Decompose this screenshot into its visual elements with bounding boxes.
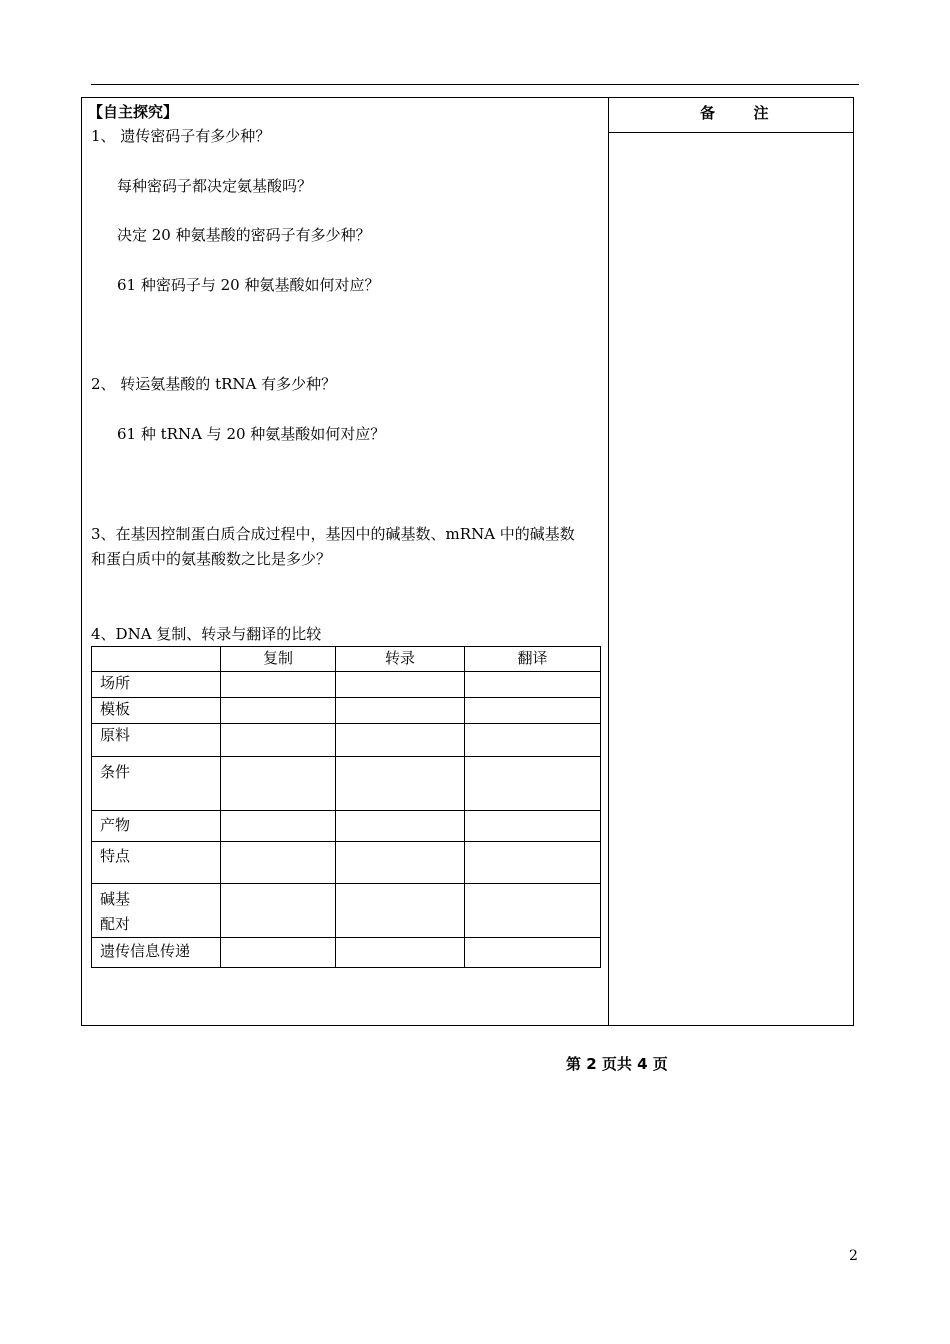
notes-title-char-2: 注 [753, 104, 769, 122]
table-cell[interactable] [336, 884, 465, 938]
table-cell[interactable] [336, 698, 465, 724]
comparison-table [91, 646, 601, 968]
table-row [92, 842, 601, 884]
table-row [92, 724, 601, 757]
table-cell[interactable] [465, 884, 601, 938]
table-cell[interactable] [221, 698, 336, 724]
table-cell[interactable] [465, 698, 601, 724]
page-number: 2 [849, 1248, 858, 1264]
table-cell[interactable] [221, 938, 336, 968]
table-cell[interactable] [465, 938, 601, 968]
table-header-empty [92, 647, 221, 672]
notes-header-rule [608, 132, 853, 133]
row-label-info-transfer: 遗传信息传递 [92, 938, 221, 968]
row-label-template: 模板 [92, 698, 221, 724]
row-label-products: 产物 [92, 811, 221, 842]
row-label-base-pairing-line2: 配对 [100, 915, 131, 933]
table-cell[interactable] [336, 757, 465, 811]
page-footer: 第 2 页共 4 页 [566, 1055, 668, 1073]
question-1: 1、 遗传密码子有多少种？ [91, 127, 271, 145]
table-cell[interactable] [465, 842, 601, 884]
table-cell[interactable] [336, 724, 465, 757]
question-3-line1: 3、在基因控制蛋白质合成过程中，基因中的碱基数、mRNA 中的碱基数 [91, 525, 575, 543]
table-row [92, 698, 601, 724]
question-1b: 决定 20 种氨基酸的密码子有多少种？ [117, 226, 371, 244]
table-cell[interactable] [221, 757, 336, 811]
table-cell[interactable] [221, 672, 336, 698]
table-cell[interactable] [221, 724, 336, 757]
table-row [92, 938, 601, 968]
column-divider [608, 98, 609, 1025]
table-row [92, 811, 601, 842]
notes-title-char-1: 备 [700, 104, 716, 122]
table-header-translation: 翻译 [465, 647, 601, 672]
table-cell[interactable] [465, 724, 601, 757]
table-cell[interactable] [336, 672, 465, 698]
notes-title [700, 102, 769, 123]
row-label-location: 场所 [92, 672, 221, 698]
table-cell[interactable] [336, 811, 465, 842]
table-header-row [92, 647, 601, 672]
table-header-transcription: 转录 [336, 647, 465, 672]
section-title: 【自主探究】 [88, 103, 179, 121]
table-cell[interactable] [465, 672, 601, 698]
question-2a: 61 种 tRNA 与 20 种氨基酸如何对应？ [117, 425, 386, 443]
table-header-replication: 复制 [221, 647, 336, 672]
table-cell[interactable] [336, 938, 465, 968]
question-2: 2、 转运氨基酸的 tRNA 有多少种？ [91, 375, 337, 393]
table-cell[interactable] [465, 811, 601, 842]
table-row [92, 672, 601, 698]
worksheet-frame [81, 97, 854, 1026]
table-row [92, 884, 601, 938]
table-cell[interactable] [221, 884, 336, 938]
question-3-line2: 和蛋白质中的氨基酸数之比是多少？ [91, 550, 332, 568]
header-rule [91, 84, 859, 85]
question-4: 4、DNA 复制、转录与翻译的比较 [91, 625, 322, 643]
row-label-conditions: 条件 [92, 757, 221, 811]
question-1a: 每种密码子都决定氨基酸吗？ [117, 177, 313, 195]
row-label-base-pairing [92, 884, 221, 938]
table-cell[interactable] [465, 757, 601, 811]
table-row [92, 757, 601, 811]
row-label-base-pairing-line1: 碱基 [100, 890, 131, 908]
question-1c: 61 种密码子与 20 种氨基酸如何对应？ [117, 276, 380, 294]
row-label-features: 特点 [92, 842, 221, 884]
table-cell[interactable] [221, 811, 336, 842]
row-label-materials: 原料 [92, 724, 221, 757]
table-cell[interactable] [221, 842, 336, 884]
table-cell[interactable] [336, 842, 465, 884]
